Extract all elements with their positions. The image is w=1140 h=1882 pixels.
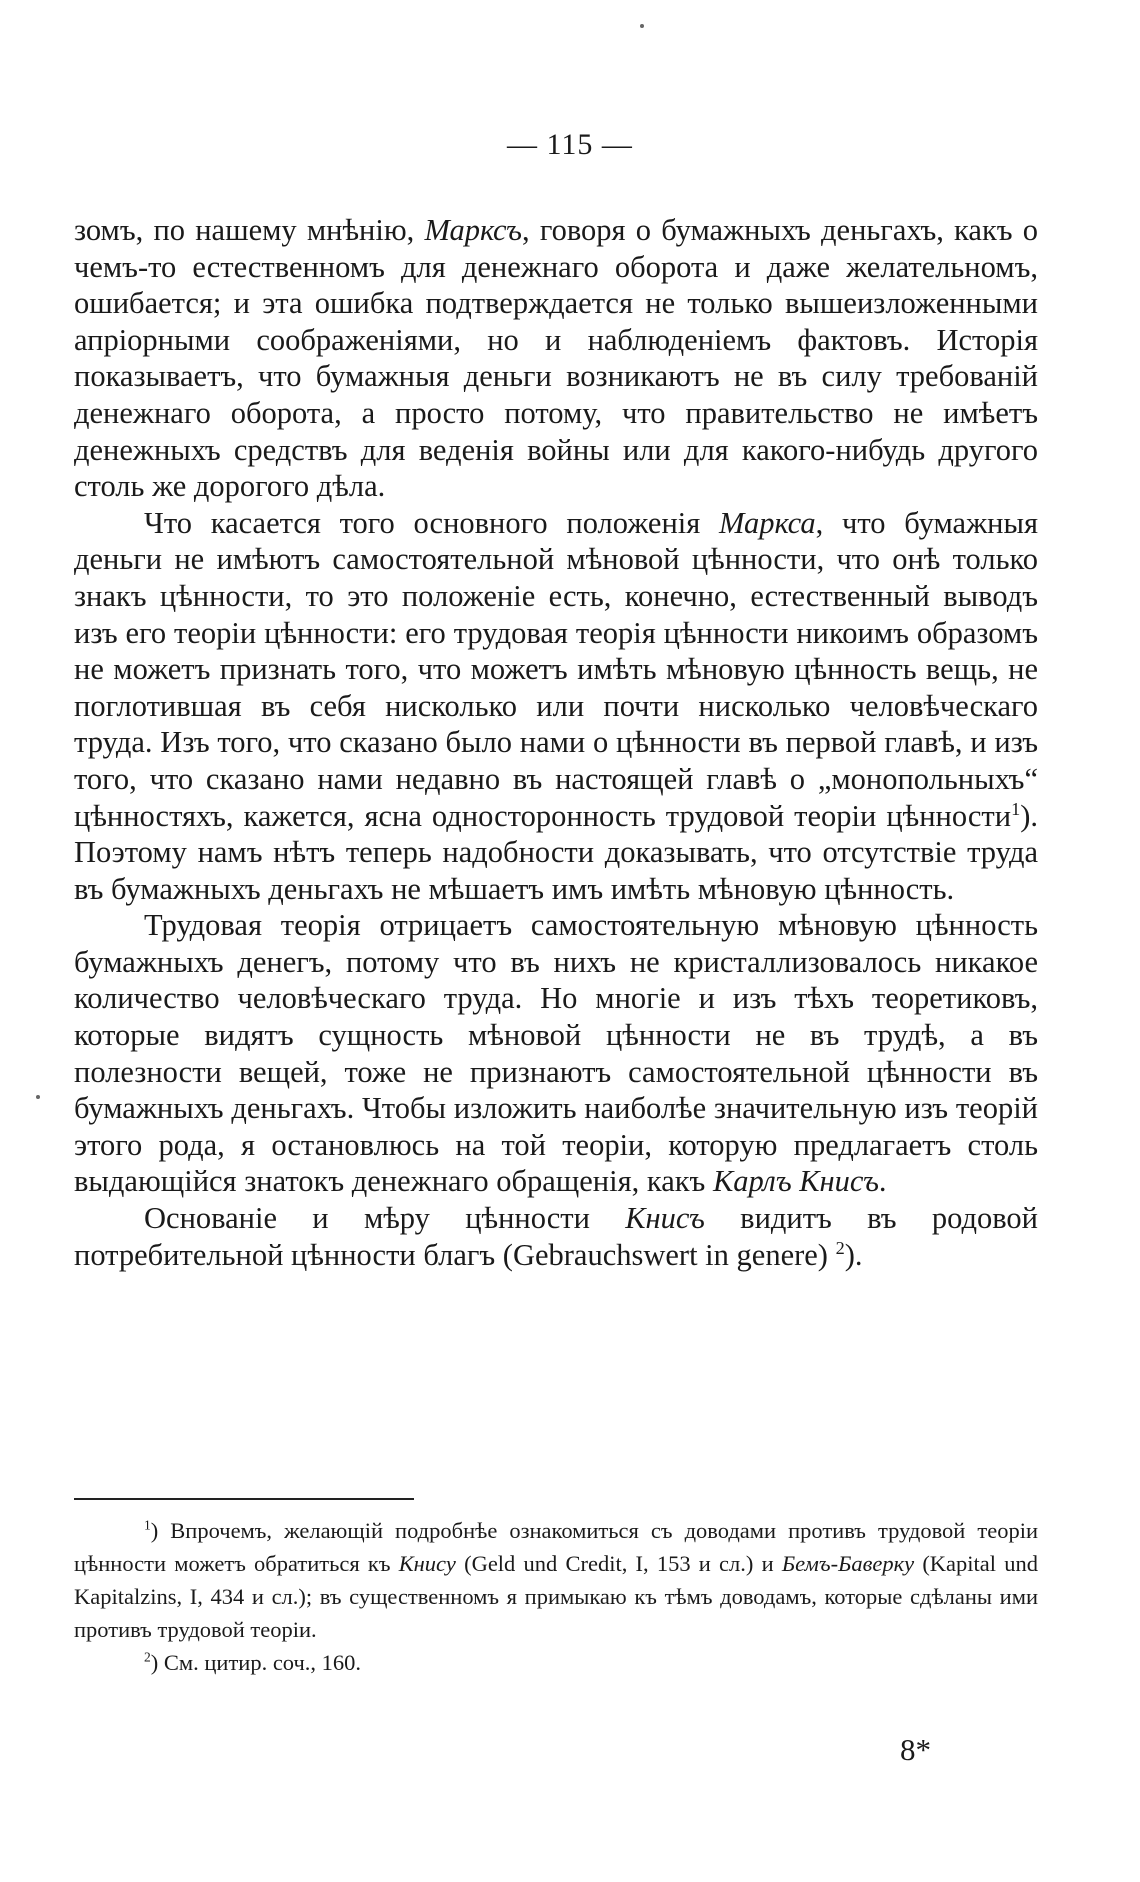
text-run: ) См. цитир. соч., 160.	[150, 1650, 362, 1675]
footnote-marker: 2	[144, 1649, 151, 1665]
footnote-marker: 1	[144, 1517, 151, 1533]
footnote-marker: 1	[1011, 798, 1021, 819]
text-run: Что касается того основного положенія	[144, 505, 720, 540]
italic-name: Кнису	[398, 1551, 456, 1576]
footnote	[74, 1646, 1038, 1679]
italic-name: Бемъ-Баверку	[781, 1551, 915, 1576]
italic-name: Карлъ Книсъ	[712, 1164, 879, 1199]
page-number: — 115 —	[507, 128, 633, 161]
paragraph	[74, 1200, 1038, 1273]
text-run: видитъ въ родовой потребительной цѣнности благъ (Gebrauchswert in genere)	[74, 1201, 1039, 1272]
main-text	[74, 212, 1038, 1273]
stray-dot-mark	[36, 1095, 40, 1099]
footnote	[74, 1514, 1038, 1646]
text-run: ). Поэтому намъ нѣтъ теперь надобности доказывать, что отсутствіе труда въ бумажныхъ деньгахъ не мѣшаетъ имъ имѣть мѣновую цѣнность.	[74, 798, 1038, 906]
text-run: зомъ, по нашему мнѣнію,	[74, 213, 425, 247]
text-run: (Geld und Credit, I, 153 и сл.) и	[455, 1551, 782, 1576]
text-run: (Kapital und Kapitalzins, I, 434 и сл.); въ существенномъ я примыкаю къ тѣмъ доводамъ, которые сдѣланы ими противъ трудовой теоріи.	[74, 1551, 1038, 1642]
text-run: ) Впрочемъ, желающій подробнѣе ознакомиться съ доводами противъ трудовой теоріи цѣнности можетъ обратиться къ	[74, 1518, 1038, 1576]
text-run: , что бумажныя деньги не имѣютъ самостоятельной мѣновой цѣнности, что онѣ только знакъ цѣнности, то это положеніе есть, конечно, естественный выводъ изъ его теоріи цѣнности: его трудовая теорія цѣнности никоимъ образомъ не можетъ признать того, что можетъ имѣть мѣновую цѣнность вещь, не поглотившая въ себя нисколько или почти нисколько человѣческаго труда. Изъ того, что сказано было нами о цѣнности въ первой главѣ, и изъ того, что сказано нами недавно въ настоящей главѣ о „монопольныхъ“ цѣнностяхъ, кажется, ясна односторонность трудовой теоріи цѣнности	[74, 505, 1038, 833]
footnote-marker: 2	[835, 1237, 845, 1258]
footnote-separator	[74, 1498, 414, 1500]
italic-name: Маркса	[719, 505, 816, 540]
text-run: , говоря о бумажныхъ деньгахъ, какъ о чемъ-то естественномъ для денежнаго оборота и даже желательномъ, ошибается; и эта ошибка подтверждается не только вышеизложенными апріорными соображеніями, но и наблюденіемъ фактовъ. Исторія показываетъ, что бумажныя деньги возникаютъ не въ силу требованій денежнаго оборота, а просто потому, что правительство не имѣетъ денежныхъ средствъ для веденія войны или для какого-нибудь другого столь же дорогого дѣла.	[74, 213, 1038, 504]
text-run: Основаніе и мѣру цѣнности	[144, 1201, 626, 1236]
italic-name: Марксъ	[424, 213, 523, 247]
text-run: .	[878, 1164, 887, 1199]
italic-name: Книсъ	[625, 1201, 705, 1236]
text-run: Трудовая теорія отрицаетъ самостоятельную мѣновую цѣнность бумажныхъ денегъ, потому что въ нихъ не кристаллизовалось никакое количество человѣческаго труда. Но многіе и изъ тѣхъ теоретиковъ, которые видятъ сущность мѣновой цѣнности не въ трудѣ, а въ полезности вещей, тоже не признаютъ самостоятельной цѣнности въ бумажныхъ деньгахъ. Чтобы изложить наиболѣе значительную изъ теорій этого рода, я остановлюсь на той теоріи, которую предлагаетъ столь выдающійся знатокъ денежнаго обращенія, какъ	[74, 908, 1038, 1199]
signature-mark: 8*	[900, 1732, 931, 1767]
text-run: ).	[844, 1237, 863, 1272]
paragraph	[74, 907, 1038, 1200]
paragraph	[74, 505, 1038, 908]
stray-dot-mark	[640, 24, 644, 28]
footnotes	[74, 1514, 1038, 1679]
paragraph	[74, 212, 1038, 505]
